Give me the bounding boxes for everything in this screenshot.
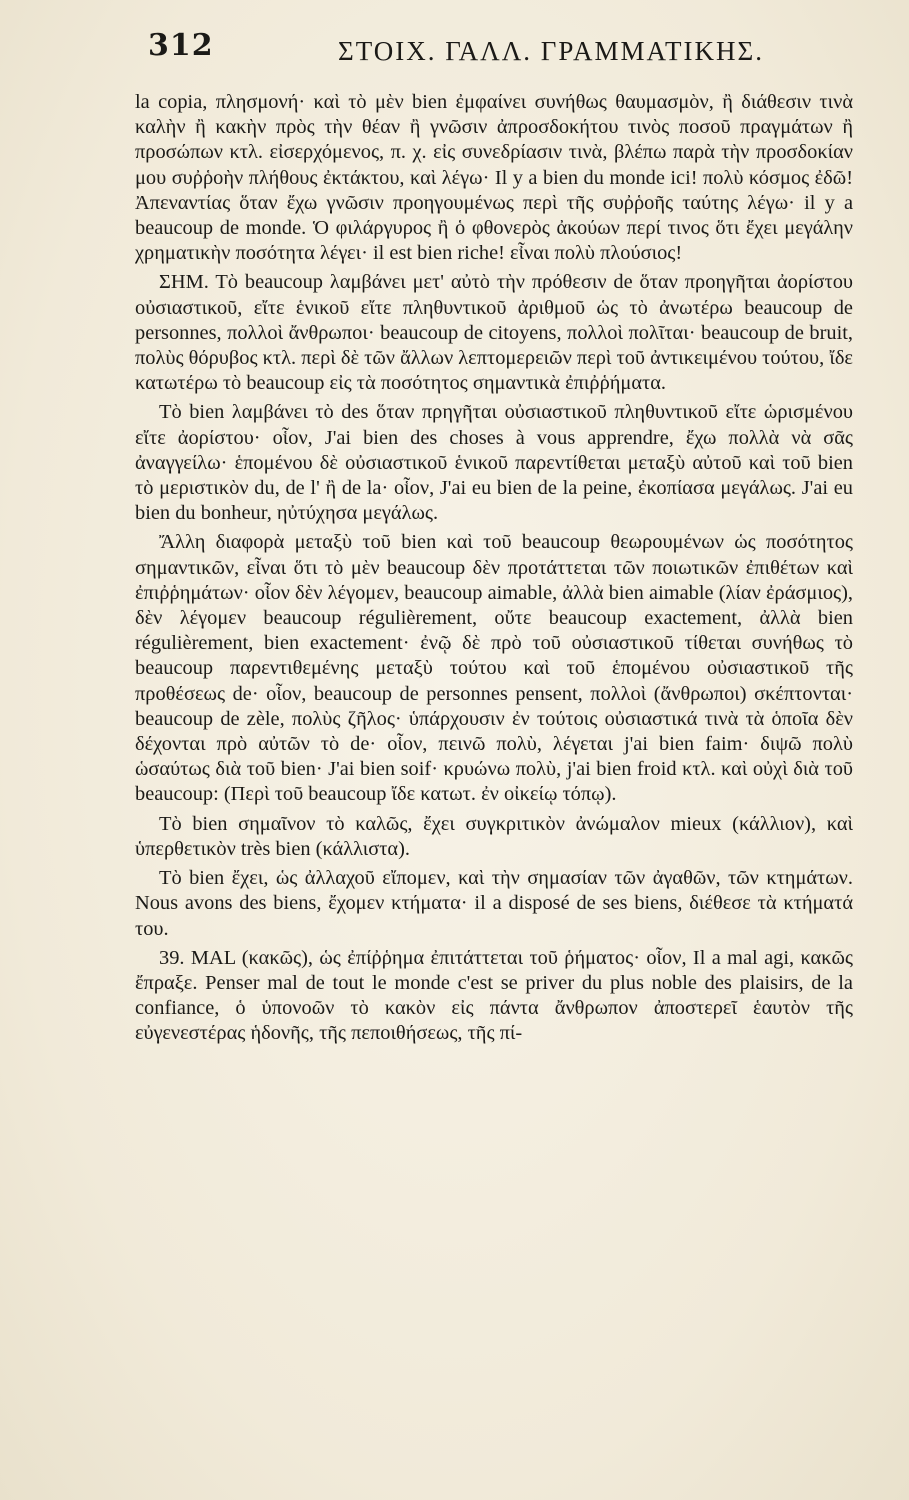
paragraph-difference: Ἄλλη διαφορὰ μεταξὺ τοῦ bien καὶ τοῦ beaucoup θεωρουμένων ὡς ποσότητος σημαντικῶν, εἶναι ὅτι τὸ μὲν beaucoup δὲν προτάττεται τῶν ποιωτικῶν ἐπιθέτων καὶ ἐπιῤῥημάτων· οἷον δὲν λέγομεν, beaucoup aimable, ἀλλὰ bien aimable (λίαν ἐράσμιος), δὲν λέγομεν beaucoup régulièrement, οὔτε beaucoup exactement, ἀλλὰ bien régulièrement, bien exactement· ἐνῷ δὲ πρὸ τοῦ οὐσιαστικοῦ τίθεται συνήθως τὸ beaucoup παρεντιθεμένης μεταξὺ τούτου καὶ τοῦ ἑπομένου οὐσιαστικοῦ τῆς προθέσεως de· οἷον, beaucoup de personnes pensent, πολλοὶ (ἄνθρωποι) σκέπτονται· beaucoup de zèle, πολὺς ζῆλος· ὑπάρχουσιν ἐν τούτοις οὐσιαστικά τινὰ τὰ ὁποῖα δὲν δέχονται πρὸ αὐτῶν τὸ de· οἷον, πεινῶ πολὺ, λέγεται j'ai bien faim· διψῶ πολὺ ὡσαύτως διὰ τοῦ bien· J'ai bien soif· κρυώνω πολὺ, j'ai bien froid κτλ. καὶ οὐχὶ διὰ τοῦ beaucoup: (Περὶ τοῦ beaucoup ἴδε κατωτ. ἐν οἰκείῳ τόπῳ). <box>135 531 853 806</box>
paragraph-bien-goods: Τὸ bien ἔχει, ὡς ἀλλαχοῦ εἴπομεν, καὶ τὴν σημασίαν τῶν ἀγαθῶν, τῶν κτημάτων. Nous avons des biens, ἔχομεν κτήματα· il a disposé de ses biens, διέθεσε τὰ κτήματά του. <box>135 867 853 940</box>
paragraph-bien-des: Τὸ bien λαμβάνει τὸ des ὅταν πρηγῆται οὐσιαστικοῦ πληθυντικοῦ εἴτε ὡρισμένου εἴτε ἀορίστου· οἷον, J'ai bien des choses à vous apprendre, ἔχω πολλὰ νὰ σᾶς ἀναγγείλω· ἑπομένου δὲ οὐσιαστικοῦ ἑνικοῦ παρεντίθεται μεταξὺ αὐτοῦ καὶ τοῦ bien τὸ μεριστικὸν du, de l' ἢ de la· οἷον, J'ai eu bien de la peine, ἐκοπίασα μεγάλως. J'ai eu bien du bonheur, ηὐτύχησα μεγάλως. <box>135 401 853 525</box>
paragraph-la-copia: la copia, πλησμονή· καὶ τὸ μὲν bien ἐμφαίνει συνήθως θαυμασμὸν, ἢ διάθεσιν τινὰ καλὴν ἢ κακὴν πρὸς τὴν θέαν ἢ γνῶσιν ἀπροσδοκήτου τινὸς ποσοῦ πραγμάτων ἢ προσώπων κτλ. εἰσερχόμενος, π. χ. εἰς συνεδρίασιν τινὰ, βλέπω παρὰ τὴν προσδοκίαν μου συῤῥοὴν πλήθους ἐκτάκτου, καὶ λέγω· Il y a bien du monde ici! πολὺ κόσμος ἐδῶ! Ἀπεναντίας ὅταν ἔχω γνῶσιν προηγουμένως περὶ τῆς συῤῥοῆς ταύτης λέγω· il y a beaucoup de monde. Ὁ φιλάργυρος ἢ ὁ φθονερὸς ἀκούων περί τινος ὅτι ἔχει μεγάλην χρηματικὴν ποσότητα λέγει· il est bien riche! εἶναι πολὺ πλούσιος! <box>135 91 853 265</box>
body-text <box>135 90 853 1380</box>
paragraph-39-mal: 39. MAL (κακῶς), ὡς ἐπίῤῥημα ἐπιτάττεται τοῦ ῥήματος· οἷον, Il a mal agi, κακῶς ἔπραξε. Penser mal de tout le monde c'est se priver du plus noble des plaisirs, de la confiance, ὁ ὑπονοῶν τὸ κακὸν εἰς πάντα ἄνθρωπον ἀποστερεῖ ἑαυτὸν τῆς εὐγενεστέρας ἡδονῆς, τῆς πεποιθήσεως, τῆς πί- <box>135 946 853 1045</box>
paragraph-bien-comparative: Τὸ bien σημαῖνον τὸ καλῶς, ἔχει συγκριτικὸν ἀνώμαλον mieux (κάλλιον), καὶ ὑπερθετικὸν très bien (κάλλιστα). <box>135 812 853 860</box>
page-number: 312 <box>148 28 214 63</box>
page-header <box>148 28 859 68</box>
paragraph-note-beaucoup: ΣΗΜ. Τὸ beaucoup λαμβάνει μετ' αὐτὸ τὴν πρόθεσιν de ὅταν προηγῆται ἀορίστου οὐσιαστικοῦ, εἴτε ἑνικοῦ εἴτε πληθυντικοῦ ἀριθμοῦ ὡς τὸ ἀνωτέρω beaucoup de personnes, πολλοὶ ἄνθρωποι· beaucoup de citoyens, πολλοὶ πολῖται· beaucoup de bruit, πολὺς θόρυβος κτλ. περὶ δὲ τῶν ἄλλων λεπτομερειῶν περὶ τοῦ ἀντικειμένου τούτου, ἴδε κατωτέρω τὸ beaucoup εἰς τὰ ποσότητος σημαντικὰ ἐπιῤῥήματα. <box>135 271 853 395</box>
running-title: ΣΤΟΙΧ. ΓΑΛΛ. ΓΡΑΜΜΑΤΙΚΗΣ. <box>338 36 764 66</box>
